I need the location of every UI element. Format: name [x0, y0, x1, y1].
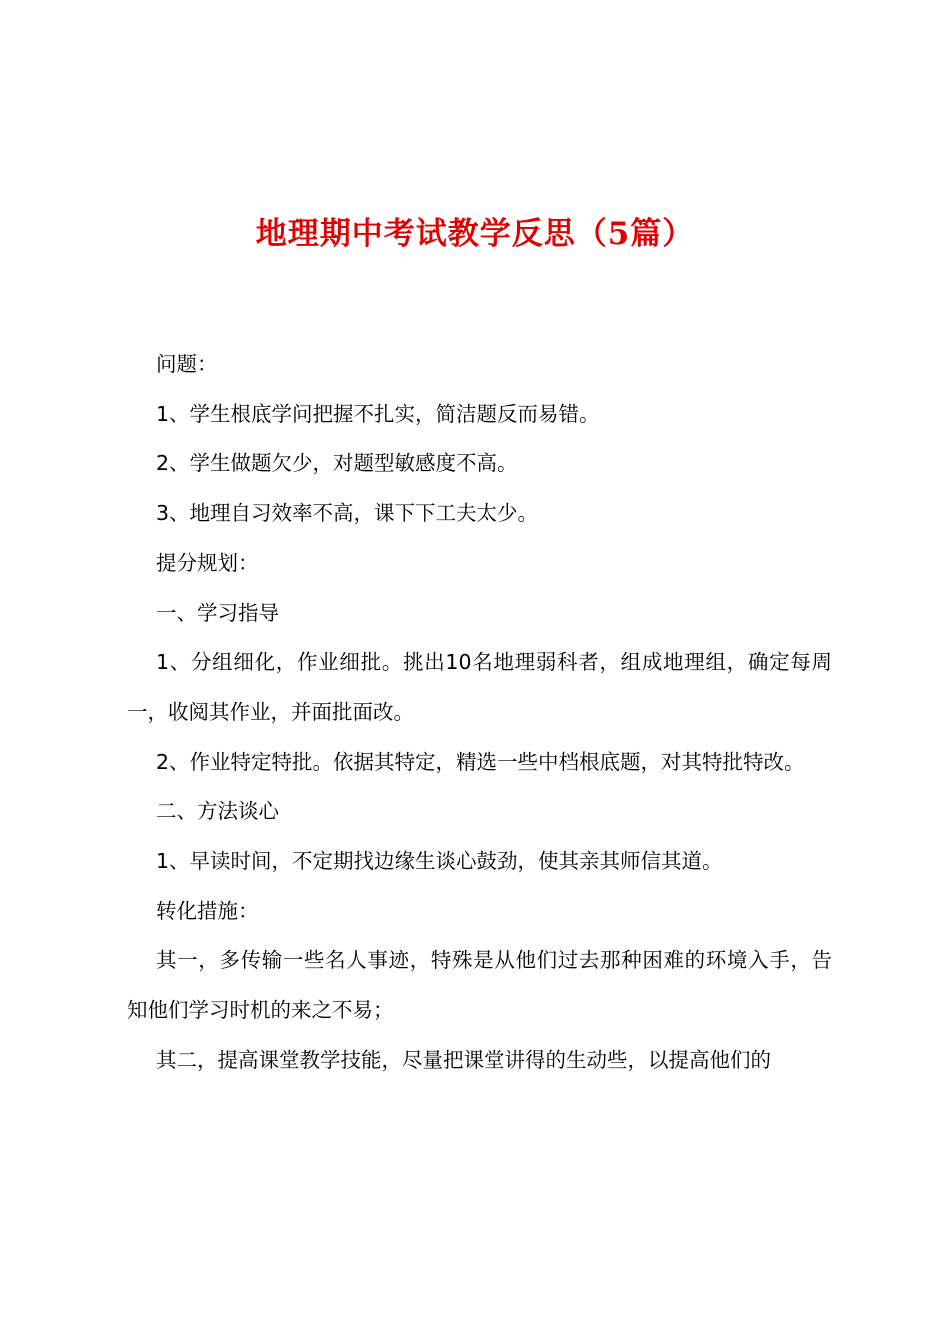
paragraph-measure-2: 其二，提高课堂教学技能，尽量把课堂讲得的生动些，以提高他们的: [156, 1047, 771, 1072]
paragraph-section-2-item-1: 1、早读时间，不定期找边缘生谈心鼓劲，使其亲其师信其道。: [156, 849, 723, 874]
paragraph-section-1-item-2: 2、作业特定特批。依据其特定，精选一些中档根底题，对其特批特改。: [156, 749, 805, 774]
paragraph-measure-1: 其一，多传输一些名人事迹，特殊是从他们过去那种困难的环境入手，告知他们学习时机的来之不易；: [127, 948, 832, 1023]
paragraph-section-2-heading: 二、方法谈心: [156, 799, 279, 824]
paragraph-problems-heading: 问题：: [156, 352, 218, 376]
paragraph-problem-2: 2、学生做题欠少，对题型敏感度不高。: [156, 451, 518, 476]
document-body: [127, 340, 832, 1086]
paragraph-plan-heading: 提分规划：: [156, 550, 259, 575]
paragraph-section-1-heading: 一、学习指导: [156, 600, 279, 625]
paragraph-problem-1: 1、学生根底学问把握不扎实，简洁题反而易错。: [156, 401, 600, 426]
document-title: 地理期中考试教学反思（5篇）: [255, 216, 695, 252]
paragraph-problem-3: 3、地理自习效率不高，课下下工夫太少。: [156, 501, 539, 526]
paragraph-section-1-item-1: 1、分组细化，作业细批。挑出10名地理弱科者，组成地理组，确定每周一，收阅其作业，并面批面改。: [127, 650, 832, 724]
paragraph-measures-heading: 转化措施：: [156, 898, 259, 923]
